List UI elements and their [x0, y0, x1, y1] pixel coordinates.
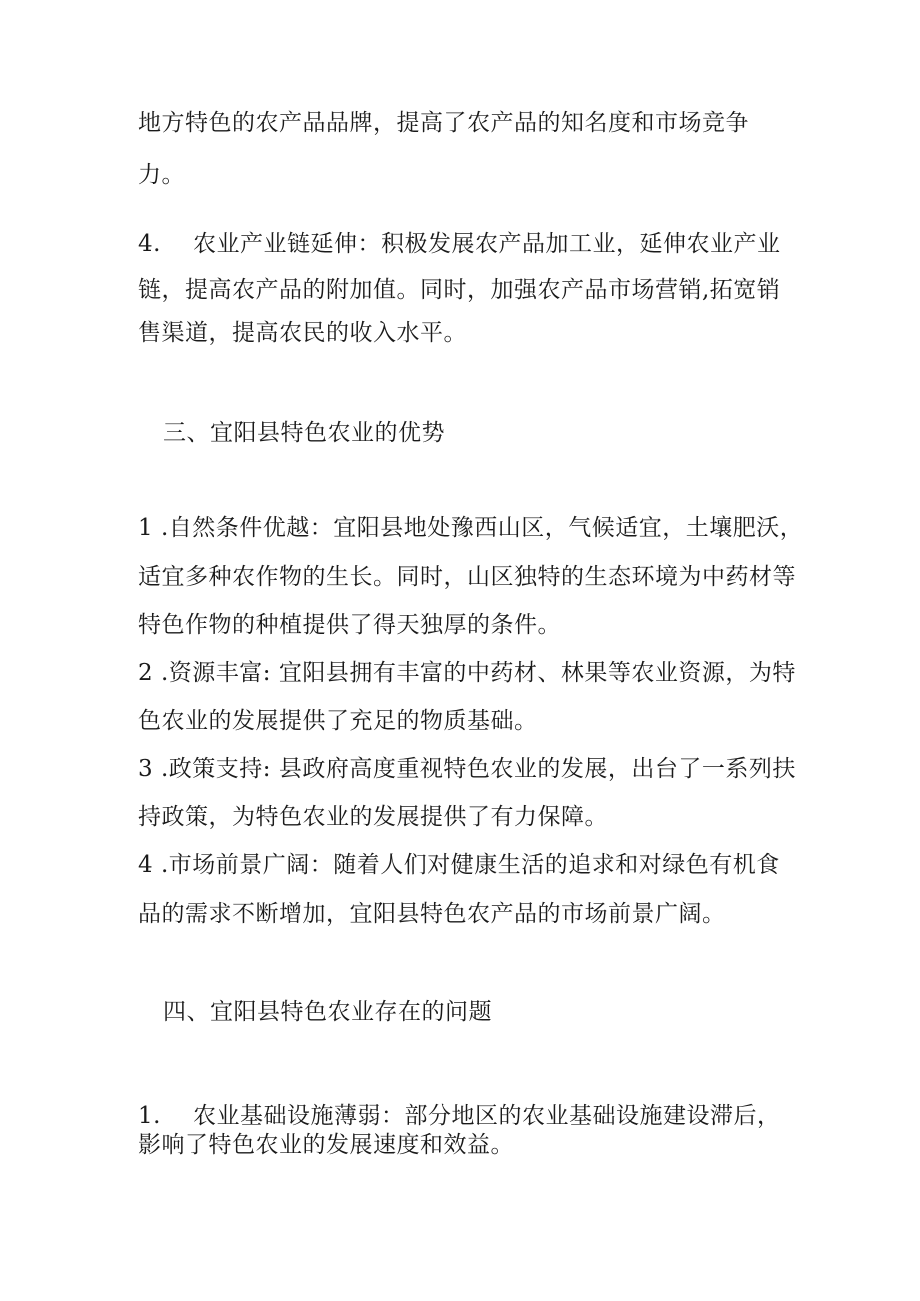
section4-item1-line-1	[138, 1101, 781, 1131]
section3-item4-line-2: 品的需求不断增加，宜阳县特色农产品的市场前景广阔。	[138, 901, 726, 927]
section3-item2-line-2: 色农业的发展提供了充足的物质基础。	[138, 708, 538, 734]
item4-line-1	[138, 229, 781, 259]
section3-item3-line-1: 3 .政策支持: 县政府高度重视特色农业的发展，出台了一系列扶	[138, 756, 796, 782]
intro-line-2: 力。	[138, 162, 185, 188]
section4-heading: 四、宜阳县特色农业存在的问题	[163, 999, 492, 1025]
intro-line-1: 地方特色的农产品品牌，提高了农产品的知名度和市场竞争	[138, 110, 749, 136]
section3-item3-line-2: 持政策，为特色农业的发展提供了有力保障。	[138, 804, 608, 830]
section4-item1-text-1: 农业基础设施薄弱：部分地区的农业基础设施建设滞后，	[193, 1103, 781, 1129]
item4-number: 4.	[138, 231, 161, 257]
section3-heading: 三、宜阳县特色农业的优势	[163, 420, 445, 446]
item4-line-2: 链，提高农产品的附加值。同时，加强农产品市场营销,拓宽销	[138, 277, 781, 303]
item4-text-1: 农业产业链延伸：积极发展农产品加工业，延伸农业产业	[193, 231, 781, 257]
section3-item1-line-2: 适宜多种农作物的生长。同时，山区独特的生态环境为中药材等	[138, 564, 796, 590]
section4-item1-number: 1.	[138, 1103, 161, 1129]
section3-item1-line-1: 1 .自然条件优越：宜阳县地处豫西山区，气候适宜，土壤肥沃，	[138, 515, 804, 541]
section3-item2-line-1: 2 .资源丰富: 宜阳县拥有丰富的中药材、林果等农业资源，为特	[138, 660, 796, 686]
section3-item1-line-3: 特色作物的种植提供了得天独厚的条件。	[138, 612, 561, 638]
section4-item1-line-2: 影响了特色农业的发展速度和效益。	[138, 1132, 514, 1158]
item4-line-3: 售渠道，提高农民的收入水平。	[138, 320, 467, 346]
section3-item4-line-1: 4 .市场前景广阔：随着人们对健康生活的追求和对绿色有机食	[138, 852, 780, 878]
